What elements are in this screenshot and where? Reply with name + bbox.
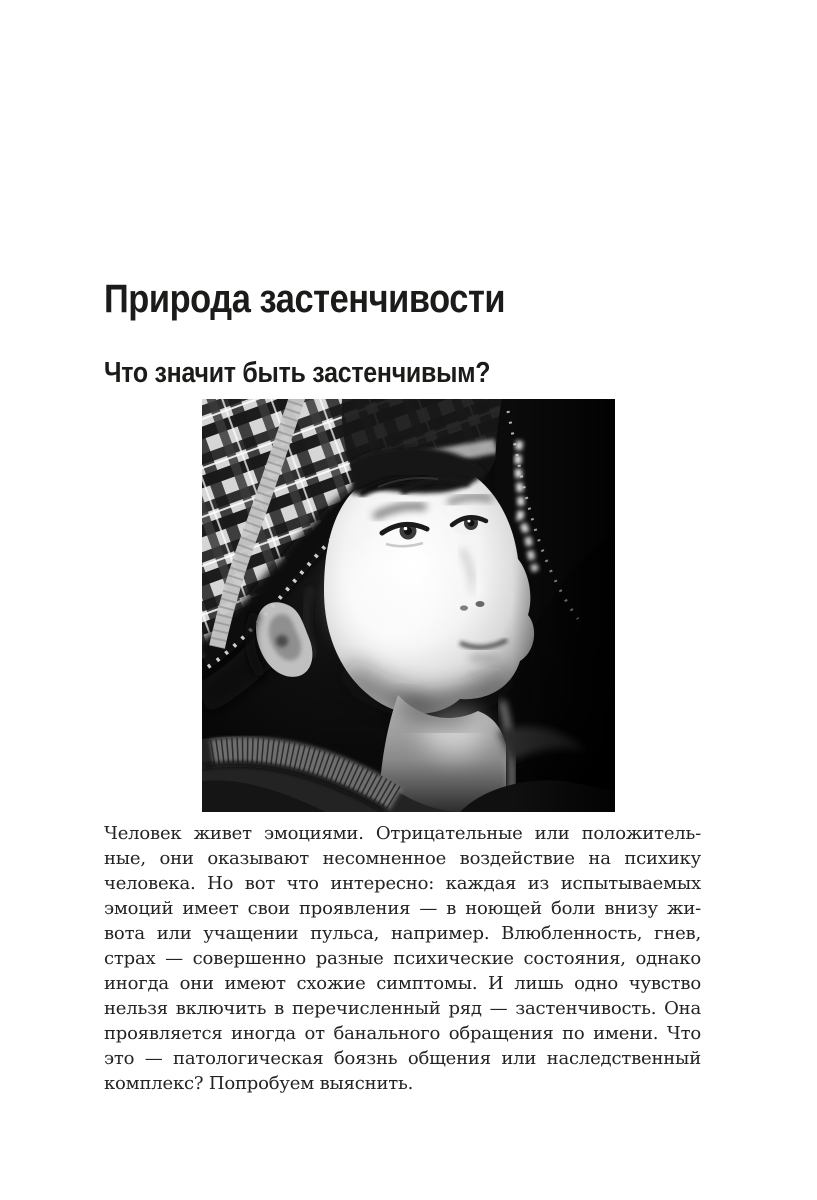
paragraph-line: ные, они оказывают несомненное воздействие на психику <box>104 848 701 869</box>
child-portrait-illustration <box>202 399 615 812</box>
paragraph-line: страх — совершенно разные психические состояния, однако <box>104 948 701 969</box>
paragraph-line: эмоций имеет свои проявления — в ноющей боли внизу жи- <box>104 898 701 919</box>
paragraph-line: проявляется иногда от банального обращения по имени. Что <box>104 1023 701 1044</box>
body-paragraph <box>104 821 701 1096</box>
paragraph-line: иногда они имеют схожие симптомы. И лишь одно чувство <box>104 973 701 994</box>
paragraph-line: человека. Но вот что интересно: каждая из испытываемых <box>104 873 701 894</box>
chapter-title <box>104 277 570 321</box>
chapter-title-text: Природа застенчивости <box>104 276 506 321</box>
paragraph-line: комплекс? Попробуем выяснить. <box>104 1073 414 1094</box>
section-title-text: Что значит быть застенчивым? <box>104 357 491 390</box>
paragraph-line: вота или учащении пульса, например. Влюбленность, гнев, <box>104 923 701 944</box>
paragraph-line: нельзя включить в перечисленный ряд — застенчивость. Она <box>104 998 701 1019</box>
paragraph-line: Человек живет эмоциями. Отрицательные или положитель- <box>104 823 701 844</box>
section-title <box>104 357 553 389</box>
child-photo <box>202 399 615 812</box>
paragraph-line: это — патологическая боязнь общения или наследственный <box>104 1048 701 1069</box>
